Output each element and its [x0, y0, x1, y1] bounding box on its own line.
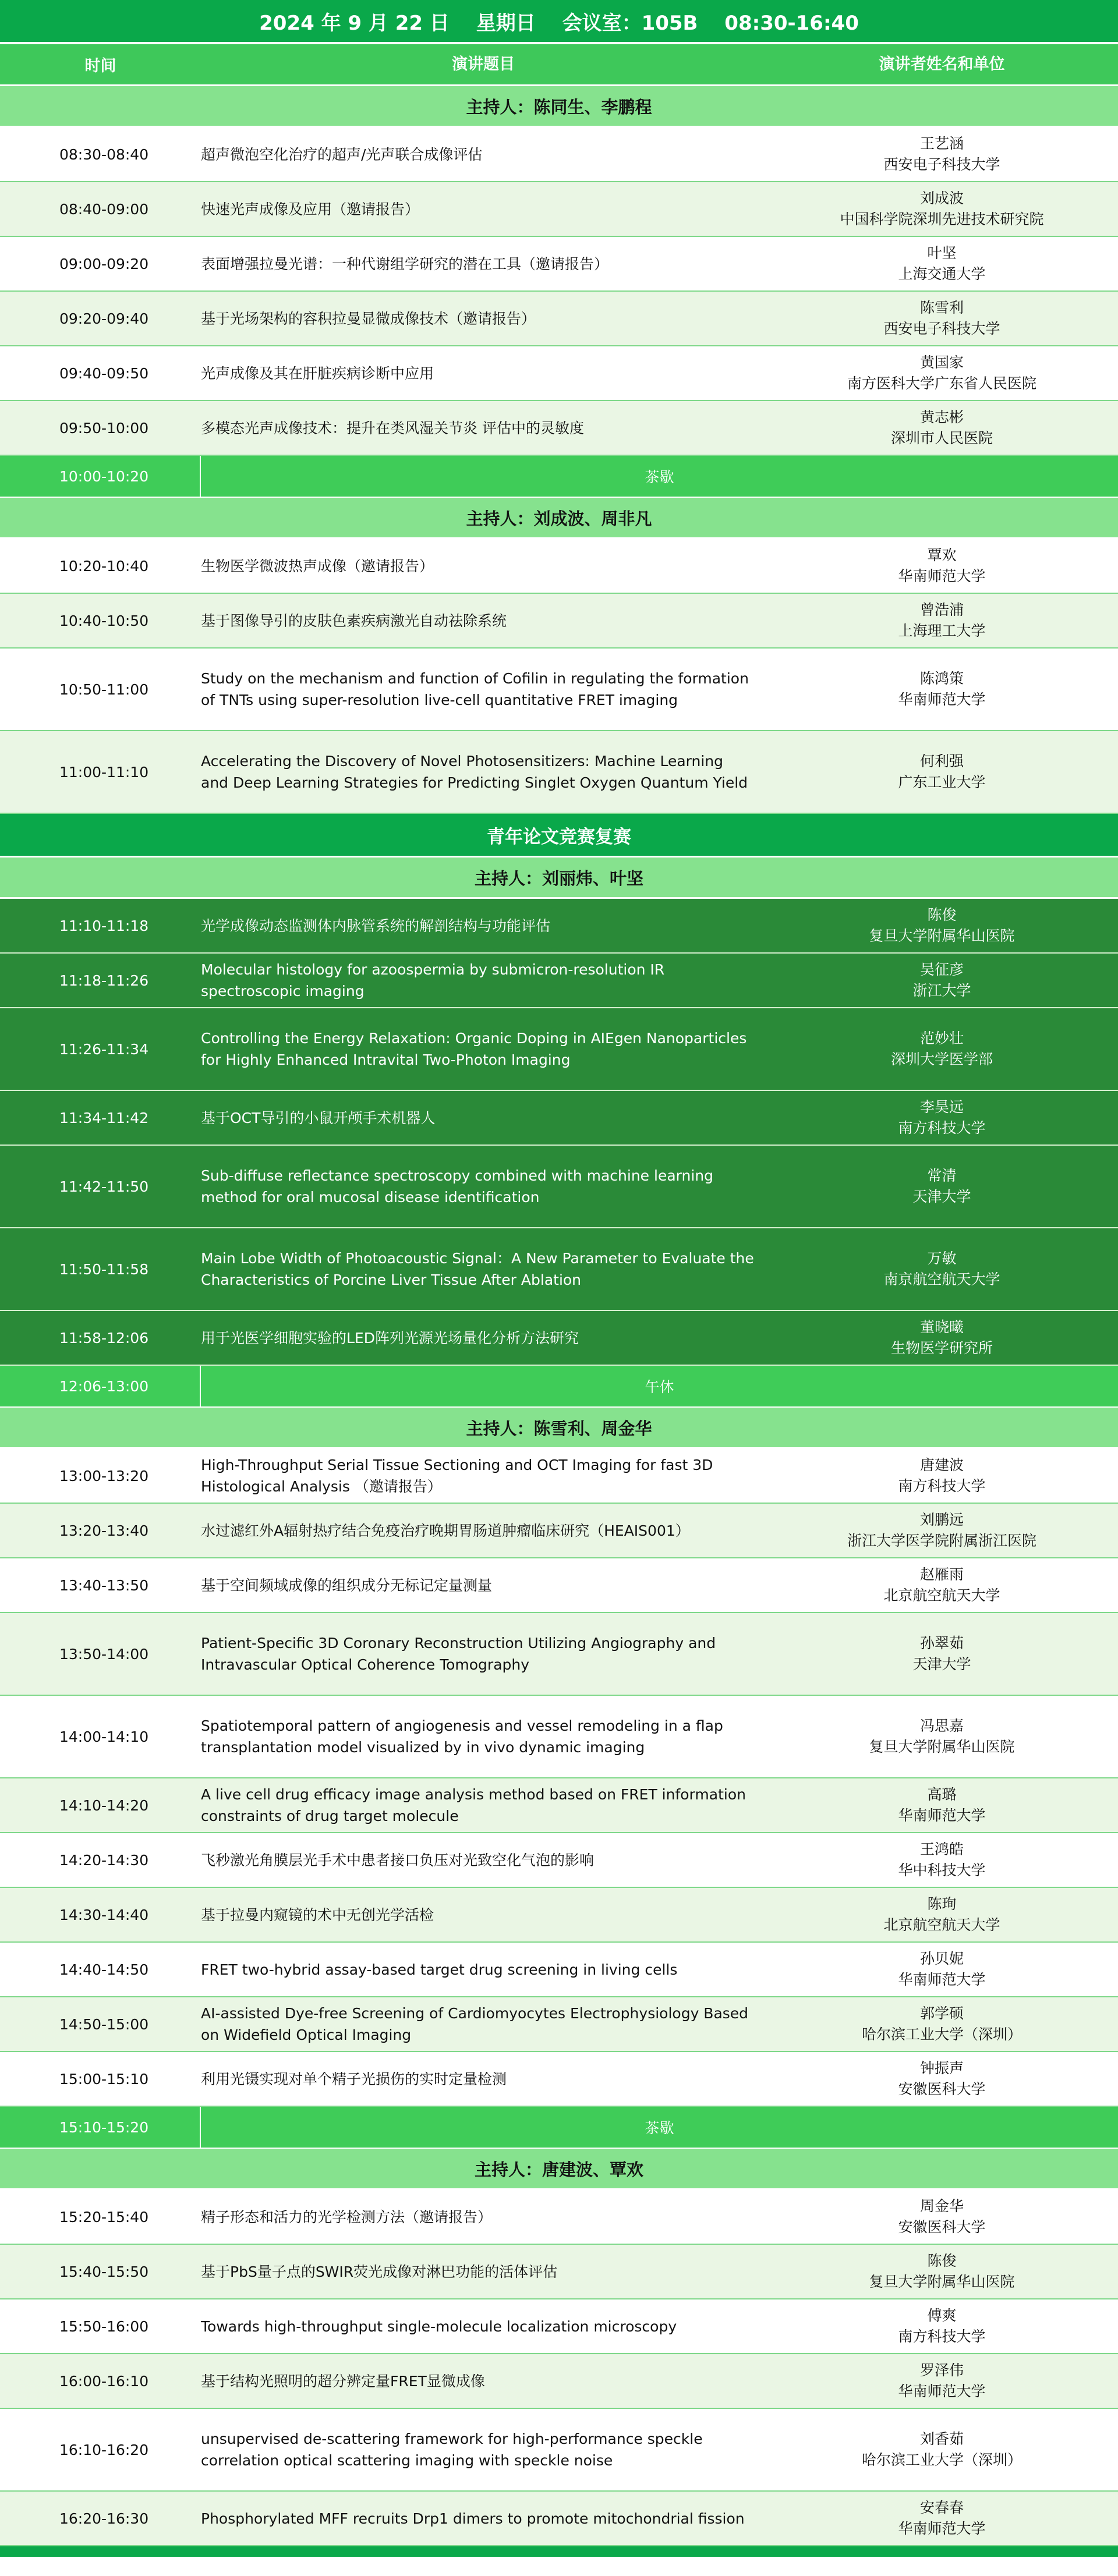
session-time: 15:50-16:00	[59, 2318, 149, 2335]
session-time: 09:00-09:20	[59, 255, 149, 272]
talk-topic-text: 光学成像动态监测体内脉管系统的解剖结构与功能评估	[201, 917, 551, 934]
break-label: 午休	[645, 1379, 674, 1395]
talk-topic-text: 基于PbS量子点的SWIR荧光成像对淋巴功能的活体评估	[201, 2263, 558, 2280]
break-label: 茶歇	[645, 469, 674, 486]
speaker-cell	[766, 1778, 1118, 1832]
talk-topic	[201, 1997, 766, 2051]
speaker-affiliation: 华南师范大学	[898, 1807, 986, 1824]
speaker-affiliation: 哈尔滨工业大学（深圳）	[861, 2451, 1022, 2468]
speaker-cell	[766, 237, 1118, 290]
host-label: 主持人：唐建波、覃欢	[474, 2159, 643, 2180]
session-time: 13:40-13:50	[59, 1576, 149, 1594]
speaker-affiliation: 哈尔滨工业大学（深圳）	[861, 2026, 1022, 2043]
table-row	[0, 1613, 1118, 1696]
table-row	[0, 292, 1118, 346]
speaker-affiliation: 天津大学	[912, 1188, 971, 1205]
speaker-cell	[766, 2409, 1118, 2490]
table-row	[0, 1228, 1118, 1311]
header-topic: 演讲题目	[452, 55, 515, 73]
talk-topic	[201, 2190, 766, 2244]
session-time: 14:50-15:00	[59, 2015, 149, 2033]
talk-topic-text: Accelerating the Discovery of Novel Photosensitizers: Machine Learning and Deep Learning Strategies for Predicting Singlet Oxygen Quantum Yield	[201, 753, 748, 791]
talk-topic	[201, 731, 766, 813]
session-time: 14:10-14:20	[59, 1797, 149, 1814]
session-time: 15:00-15:10	[59, 2070, 149, 2088]
speaker-affiliation: 复旦大学附属华山医院	[869, 927, 1015, 944]
table-row	[0, 1997, 1118, 2052]
talk-topic-text: unsupervised de-scattering framework for high-performance speckle correlation optical scattering imaging with speckle noise	[201, 2430, 703, 2469]
talk-topic	[201, 1833, 766, 1887]
talk-topic	[201, 1311, 766, 1365]
session-time: 11:26-11:34	[59, 1040, 149, 1058]
talk-topic-text: Study on the mechanism and function of Cofilin in regulating the formation of TNTs using super-resolution live-cell quantitative FRET imaging	[201, 670, 749, 708]
session-time: 14:20-14:30	[59, 1851, 149, 1869]
table-row	[0, 2190, 1118, 2245]
speaker-cell	[766, 1228, 1118, 1310]
session-time: 09:50-10:00	[59, 419, 149, 437]
speaker-affiliation: 安徽医科大学	[898, 2219, 986, 2235]
speaker-name: 陈雪利	[919, 299, 964, 316]
talk-topic	[201, 899, 766, 952]
speaker-affiliation: 上海理工大学	[898, 622, 986, 639]
talk-topic	[201, 346, 766, 400]
break-time: 12:06-13:00	[0, 1366, 201, 1406]
talk-topic	[201, 1146, 766, 1227]
speaker-cell	[766, 2190, 1118, 2244]
session-time: 09:20-09:40	[59, 310, 149, 327]
talk-topic	[201, 2409, 766, 2490]
talk-topic	[201, 2245, 766, 2298]
speaker-cell	[766, 2052, 1118, 2106]
speaker-name: 曾浩浦	[919, 601, 964, 618]
table-row	[0, 1449, 1118, 1504]
talk-topic-text: 基于空间频域成像的组织成分无标记定量测量	[201, 1576, 493, 1594]
session-time: 16:20-16:30	[59, 2510, 149, 2527]
speaker-name: 何利强	[919, 753, 964, 770]
speaker-cell	[766, 954, 1118, 1007]
talk-topic	[201, 539, 766, 593]
speaker-affiliation: 华南师范大学	[898, 691, 986, 708]
talk-topic-text: 基于结构光照明的超分辨定量FRET显微成像	[201, 2372, 485, 2390]
table-row	[0, 1558, 1118, 1613]
speaker-name: 黄国家	[919, 354, 964, 371]
speaker-name: 覃欢	[927, 547, 957, 564]
speaker-affiliation: 南方医科大学广东省人民医院	[847, 375, 1036, 392]
speaker-name: 陈鸿策	[919, 670, 964, 687]
talk-topic-text: Patient-Specific 3D Coronary Reconstruction Utilizing Angiography and Intravascular Optical Coherence Tomography	[201, 1635, 716, 1673]
speaker-affiliation: 西安电子科技大学	[883, 156, 1000, 173]
session-time: 11:58-12:06	[59, 1329, 149, 1347]
speaker-name: 王鸿皓	[919, 1841, 964, 1858]
speaker-affiliation: 安徽医科大学	[898, 2081, 986, 2097]
speaker-name: 刘鹏远	[919, 1511, 964, 1528]
talk-topic	[201, 2299, 766, 2353]
talk-topic-text: 光声成像及其在肝脏疾病诊断中应用	[201, 364, 434, 382]
host-row	[0, 86, 1118, 127]
talk-topic-text: High-Throughput Serial Tissue Sectioning and OCT Imaging for fast 3D Histological Analysis （邀请报告）	[201, 1457, 713, 1495]
session-time: 16:00-16:10	[59, 2372, 149, 2390]
host-label: 主持人：陈同生、李鹏程	[466, 97, 652, 117]
speaker-cell	[766, 1833, 1118, 1887]
speaker-name: 陈俊	[927, 2252, 957, 2269]
talk-topic-text: 表面增强拉曼光谱：一种代谢组学研究的潜在工具（邀请报告）	[201, 255, 609, 272]
table-row	[0, 2052, 1118, 2107]
talk-topic	[201, 401, 766, 455]
talk-topic	[201, 1888, 766, 1941]
speaker-cell	[766, 1943, 1118, 1996]
talk-topic	[201, 649, 766, 730]
talk-topic-text: 利用光镊实现对单个精子光损伤的实时定量检测	[201, 2070, 507, 2088]
talk-topic-text: 用于光医学细胞实验的LED阵列光源光场量化分析方法研究	[201, 1329, 579, 1347]
speaker-cell	[766, 731, 1118, 813]
table-row	[0, 731, 1118, 814]
session-time: 15:40-15:50	[59, 2263, 149, 2280]
schedule-title: 2024 年 9 月 22 日 星期日 会议室：105B 08:30-16:40	[0, 0, 1118, 44]
table-row	[0, 2492, 1118, 2546]
talk-topic	[201, 954, 766, 1007]
talk-topic-text: Molecular histology for azoospermia by submicron-resolution IR spectroscopic imaging	[201, 961, 665, 1000]
speaker-name: 黄志彬	[919, 409, 964, 426]
speaker-name: 范妙壮	[919, 1030, 964, 1047]
speaker-affiliation: 华南师范大学	[898, 2383, 986, 2400]
table-row	[0, 1778, 1118, 1833]
session-time: 13:00-13:20	[59, 1467, 149, 1484]
speaker-cell	[766, 1997, 1118, 2051]
speaker-name: 王艺涵	[919, 135, 964, 152]
section-label: 青年论文竞赛复赛	[487, 826, 631, 848]
session-time: 15:20-15:40	[59, 2208, 149, 2226]
speaker-cell	[766, 2245, 1118, 2298]
speaker-cell	[766, 649, 1118, 730]
break-label: 茶歇	[645, 2120, 674, 2136]
speaker-cell	[766, 1504, 1118, 1557]
talk-topic-text: 基于OCT导引的小鼠开颅手术机器人	[201, 1109, 436, 1126]
speaker-name: 罗泽伟	[919, 2362, 964, 2379]
table-row	[0, 899, 1118, 954]
speaker-name: 孙贝妮	[919, 1950, 964, 1967]
talk-topic	[201, 1008, 766, 1090]
speaker-affiliation: 天津大学	[912, 1656, 971, 1673]
table-row	[0, 1504, 1118, 1558]
speaker-cell	[766, 1008, 1118, 1090]
speaker-affiliation: 华南师范大学	[898, 2520, 986, 2537]
speaker-name: 吴征彦	[919, 961, 964, 978]
speaker-affiliation: 南京航空航天大学	[883, 1271, 1000, 1288]
break-row	[0, 456, 1118, 498]
session-time: 14:30-14:40	[59, 1906, 149, 1923]
table-row	[0, 346, 1118, 401]
session-time: 10:40-10:50	[59, 612, 149, 629]
table-row	[0, 1943, 1118, 1997]
session-time: 10:50-11:00	[59, 681, 149, 698]
speaker-name: 郭学硕	[919, 2005, 964, 2022]
talk-topic	[201, 1449, 766, 1503]
speaker-cell	[766, 127, 1118, 181]
session-time: 08:40-09:00	[59, 200, 149, 218]
talk-topic-text: FRET two-hybrid assay-based target drug screening in living cells	[201, 1961, 678, 1978]
table-row	[0, 954, 1118, 1008]
speaker-affiliation: 复旦大学附属华山医院	[869, 1738, 1015, 1755]
speaker-affiliation: 深圳市人民医院	[890, 430, 993, 447]
table-row	[0, 1696, 1118, 1778]
session-time: 13:20-13:40	[59, 1522, 149, 1539]
session-time: 11:18-11:26	[59, 972, 149, 989]
speaker-affiliation: 北京航空航天大学	[883, 1916, 1000, 1933]
session-time: 10:20-10:40	[59, 557, 149, 575]
session-time: 11:34-11:42	[59, 1109, 149, 1126]
talk-topic-text: Spatiotemporal pattern of angiogenesis and vessel remodeling in a flap transplantation model visualized by in vivo dynamic imaging	[201, 1717, 723, 1756]
speaker-name: 傅爽	[927, 2307, 957, 2324]
footer-bar	[0, 2546, 1118, 2557]
speaker-name: 唐建波	[919, 1457, 964, 1473]
table-row	[0, 2245, 1118, 2299]
table-row	[0, 1888, 1118, 1943]
speaker-name: 万敏	[927, 1250, 957, 1267]
speaker-name: 叶坚	[927, 245, 957, 261]
speaker-affiliation: 西安电子科技大学	[883, 320, 1000, 337]
host-row	[0, 498, 1118, 539]
speaker-affiliation: 华南师范大学	[898, 1971, 986, 1988]
talk-topic	[201, 127, 766, 181]
speaker-name: 赵雁雨	[919, 1566, 964, 1583]
speaker-name: 董晓曦	[919, 1319, 964, 1335]
table-row	[0, 594, 1118, 649]
speaker-cell	[766, 1146, 1118, 1227]
speaker-affiliation: 生物医学研究所	[890, 1340, 993, 1356]
speaker-affiliation: 南方科技大学	[898, 1477, 986, 1494]
talk-topic-text: AI-assisted Dye-free Screening of Cardiomyocytes Electrophysiology Based on Widefield Optical Imaging	[201, 2005, 749, 2043]
session-time: 09:40-09:50	[59, 364, 149, 382]
talk-topic-text: Phosphorylated MFF recruits Drp1 dimers to promote mitochondrial fission	[201, 2510, 745, 2527]
talk-topic-text: 精子形态和活力的光学检测方法（邀请报告）	[201, 2208, 493, 2226]
talk-topic	[201, 2492, 766, 2545]
speaker-name: 安春春	[919, 2499, 964, 2516]
speaker-cell	[766, 346, 1118, 400]
talk-topic	[201, 237, 766, 290]
session-time: 14:00-14:10	[59, 1728, 149, 1745]
speaker-cell	[766, 1091, 1118, 1145]
table-row	[0, 1091, 1118, 1146]
talk-topic-text: 基于光场架构的容积拉曼显微成像技术（邀请报告）	[201, 310, 536, 327]
talk-topic-text: Controlling the Energy Relaxation: Organic Doping in AIEgen Nanoparticles for Highly Enhanced Intravital Two-Photon Imaging	[201, 1030, 747, 1068]
table-row	[0, 1146, 1118, 1228]
header-speaker: 演讲者姓名和单位	[879, 55, 1005, 73]
session-time: 11:10-11:18	[59, 917, 149, 934]
speaker-cell	[766, 2354, 1118, 2408]
speaker-name: 高璐	[927, 1786, 957, 1803]
speaker-name: 冯思嘉	[919, 1717, 964, 1734]
speaker-cell	[766, 539, 1118, 593]
talk-topic-text: Towards high-throughput single-molecule localization microscopy	[201, 2318, 677, 2335]
speaker-cell	[766, 401, 1118, 455]
session-time: 11:50-11:58	[59, 1260, 149, 1278]
table-row	[0, 2299, 1118, 2354]
speaker-cell	[766, 594, 1118, 647]
speaker-affiliation: 复旦大学附属华山医院	[869, 2273, 1015, 2290]
speaker-affiliation: 华中科技大学	[898, 1862, 986, 1879]
speaker-cell	[766, 899, 1118, 952]
table-row	[0, 1833, 1118, 1888]
speaker-affiliation: 深圳大学医学部	[890, 1051, 993, 1068]
table-row	[0, 649, 1118, 731]
talk-topic-text: 基于拉曼内窥镜的术中无创光学活检	[201, 1906, 434, 1923]
speaker-name: 陈珣	[927, 1895, 957, 1912]
session-time: 13:50-14:00	[59, 1645, 149, 1663]
speaker-cell	[766, 1558, 1118, 1612]
table-row	[0, 401, 1118, 456]
speaker-affiliation: 浙江大学	[912, 982, 971, 999]
talk-topic-text: 生物医学微波热声成像（邀请报告）	[201, 557, 434, 575]
talk-topic-text: A live cell drug efficacy image analysis method based on FRET information constraints of drug target molecule	[201, 1786, 746, 1824]
session-time: 16:10-16:20	[59, 2441, 149, 2458]
talk-topic	[201, 594, 766, 647]
speaker-name: 周金华	[919, 2198, 964, 2214]
table-row	[0, 182, 1118, 237]
host-row	[0, 2149, 1118, 2190]
talk-topic	[201, 182, 766, 236]
talk-topic-text: Main Lobe Width of Photoacoustic Signal：A New Parameter to Evaluate the Characteristics of Porcine Liver Tissue After Ablation	[201, 1250, 754, 1288]
talk-topic	[201, 1778, 766, 1832]
speaker-affiliation: 华南师范大学	[898, 568, 986, 584]
session-time: 11:00-11:10	[59, 763, 149, 781]
speaker-affiliation: 中国科学院深圳先进技术研究院	[840, 211, 1044, 228]
host-row	[0, 858, 1118, 899]
break-time: 15:10-15:20	[0, 2107, 201, 2148]
talk-topic-text: 飞秒激光角膜层光手术中患者接口负压对光致空化气泡的影响	[201, 1851, 595, 1869]
speaker-cell	[766, 182, 1118, 236]
session-time: 08:30-08:40	[59, 146, 149, 163]
speaker-affiliation: 广东工业大学	[898, 774, 986, 791]
speaker-affiliation: 南方科技大学	[898, 2328, 986, 2345]
session-time: 11:42-11:50	[59, 1178, 149, 1195]
talk-topic	[201, 1091, 766, 1145]
speaker-affiliation: 南方科技大学	[898, 1119, 986, 1136]
host-label: 主持人：刘丽炜、叶坚	[474, 868, 643, 888]
table-row	[0, 2409, 1118, 2492]
host-row	[0, 1408, 1118, 1449]
talk-topic	[201, 1504, 766, 1557]
talk-topic	[201, 1558, 766, 1612]
speaker-cell	[766, 1311, 1118, 1365]
break-time: 10:00-10:20	[0, 456, 201, 497]
table-header	[0, 44, 1118, 86]
host-label: 主持人：刘成波、周非凡	[466, 508, 652, 529]
talk-topic-text: 快速光声成像及应用（邀请报告）	[201, 200, 420, 218]
speaker-name: 钟振声	[919, 2060, 964, 2077]
speaker-cell	[766, 1888, 1118, 1941]
speaker-affiliation: 北京航空航天大学	[883, 1587, 1000, 1604]
speaker-name: 常清	[927, 1167, 957, 1184]
speaker-cell	[766, 1449, 1118, 1503]
speaker-name: 刘香茹	[919, 2430, 964, 2447]
speaker-affiliation: 上海交通大学	[898, 265, 986, 282]
talk-topic-text: 水过滤红外A辐射热疗结合免疫治疗晚期胃肠道肿瘤临床研究（HEAIS001）	[201, 1522, 690, 1539]
section-title	[0, 814, 1118, 858]
table-row	[0, 2354, 1118, 2409]
table-row	[0, 237, 1118, 292]
talk-topic	[201, 1613, 766, 1695]
break-row	[0, 1366, 1118, 1408]
talk-topic	[201, 1696, 766, 1777]
speaker-cell	[766, 292, 1118, 345]
table-row	[0, 127, 1118, 182]
talk-topic-text: 多模态光声成像技术：提升在类风湿关节炎 评估中的灵敏度	[201, 419, 584, 437]
talk-topic	[201, 292, 766, 345]
table-row	[0, 1008, 1118, 1091]
session-time: 14:40-14:50	[59, 1961, 149, 1978]
host-label: 主持人：陈雪利、周金华	[466, 1418, 652, 1438]
speaker-cell	[766, 1696, 1118, 1777]
schedule-body	[0, 86, 1118, 2546]
talk-topic	[201, 2354, 766, 2408]
speaker-affiliation: 浙江大学医学院附属浙江医院	[847, 1532, 1036, 1549]
talk-topic-text: 基于图像导引的皮肤色素疾病激光自动祛除系统	[201, 612, 507, 629]
talk-topic	[201, 1228, 766, 1310]
table-row	[0, 539, 1118, 594]
header-time: 时间	[84, 57, 116, 75]
speaker-cell	[766, 2299, 1118, 2353]
talk-topic-text: Sub-diffuse reflectance spectroscopy combined with machine learning method for oral mucosal disease identification	[201, 1167, 713, 1206]
talk-topic	[201, 2052, 766, 2106]
talk-topic-text: 超声微泡空化治疗的超声/光声联合成像评估	[201, 146, 483, 163]
speaker-cell	[766, 2492, 1118, 2545]
table-row	[0, 1311, 1118, 1366]
speaker-name: 孙翠茹	[919, 1635, 964, 1652]
speaker-name: 陈俊	[927, 906, 957, 923]
talk-topic	[201, 1943, 766, 1996]
break-row	[0, 2107, 1118, 2149]
speaker-cell	[766, 1613, 1118, 1695]
speaker-name: 刘成波	[919, 190, 964, 207]
speaker-name: 李昊远	[919, 1099, 964, 1115]
